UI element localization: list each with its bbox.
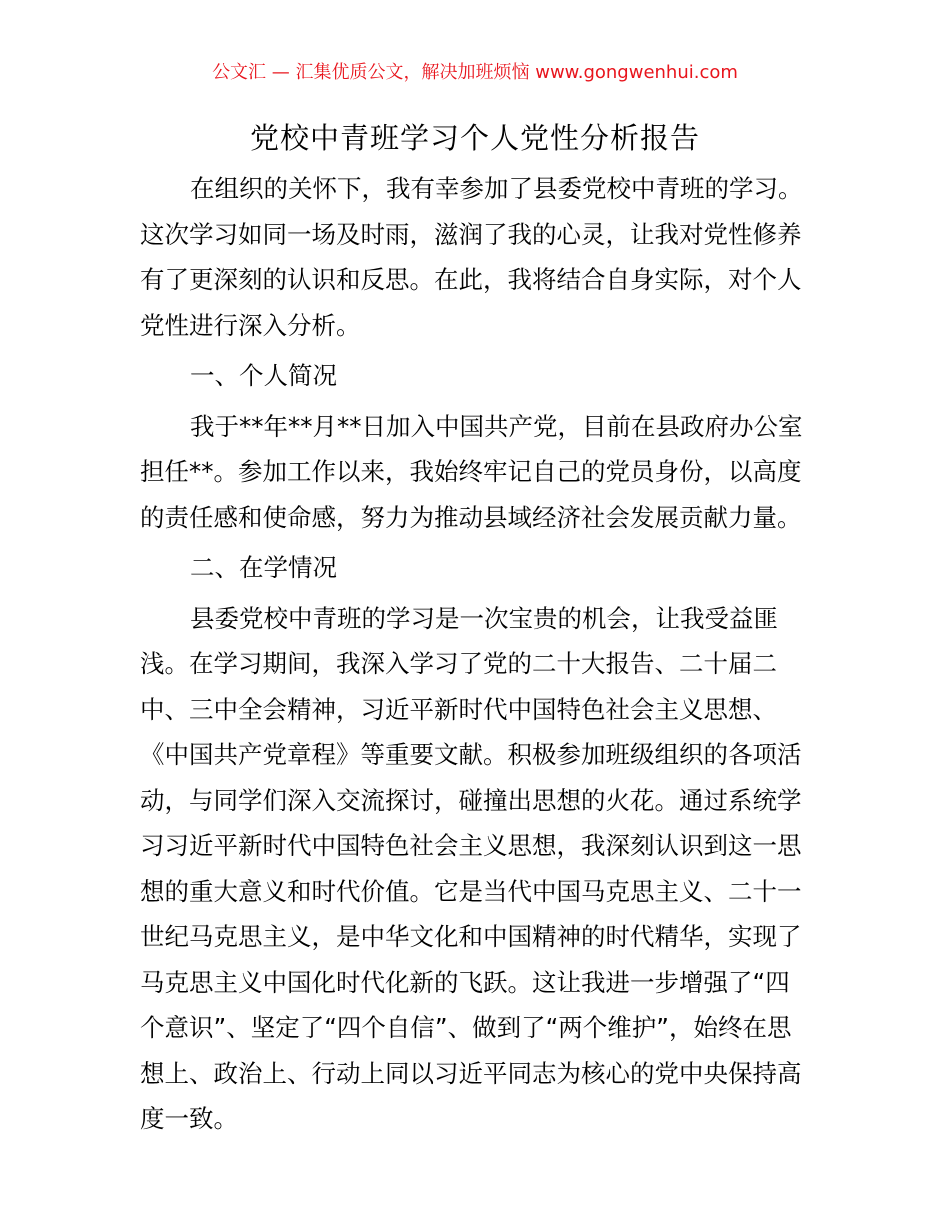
- text-line: 我于**年**月**日加入中国共产党，目前在县政府办公室: [190, 411, 803, 441]
- text-line: 党性进行深入分析。: [140, 310, 361, 340]
- site-banner[interactable]: 公文汇 — 汇集优质公文，解决加班烦恼 www.gongwenhui.com: [212, 62, 738, 83]
- text-line: 个意识”、坚定了“四个自信”、做到了“两个维护”，始终在思: [140, 1013, 792, 1042]
- text-line: 这次学习如同一场及时雨，滋润了我的心灵，让我对党性修养: [140, 219, 802, 249]
- section-heading: [140, 353, 820, 399]
- text-line: 想上、政治上、行动上同以习近平同志为核心的党中央保持高: [140, 1058, 802, 1088]
- text-line: 想的重大意义和时代价值。它是当代中国马克思主义、二十一: [140, 876, 802, 906]
- text-line: 县委党校中青班的学习是一次宝贵的机会，让我受益匪: [190, 603, 778, 633]
- section-heading: [140, 545, 820, 591]
- text-line: 二、在学情况: [190, 553, 337, 582]
- text-line: 担任**。参加工作以来，我始终牢记自己的党员身份，以高度: [140, 457, 802, 486]
- text-line: 有了更深刻的认识和反思。在此，我将结合自身实际，对个人: [140, 265, 802, 294]
- paragraph: [140, 596, 820, 1142]
- text-line: 度一致。: [140, 1104, 238, 1133]
- document-body: [140, 166, 820, 1147]
- text-line: 马克思主义中国化时代化新的飞跃。这让我进一步增强了“四: [140, 967, 790, 997]
- text-line: 在组织的关怀下，我有幸参加了县委党校中青班的学习。: [190, 174, 803, 203]
- paragraph: [140, 404, 820, 541]
- document-title: 党校中青班学习个人党性分析报告: [249, 121, 700, 155]
- text-line: 世纪马克思主义，是中华文化和中国精神的时代精华，实现了: [140, 922, 802, 951]
- paragraph: [140, 166, 820, 348]
- text-line: 中、三中全会精神，习近平新时代中国特色社会主义思想、: [140, 694, 777, 724]
- text-line: 《中国共产党章程》等重要文献。积极参加班级组织的各项活: [140, 740, 802, 769]
- text-line: 动，与同学们深入交流探讨，碰撞出思想的火花。通过系统学: [140, 785, 802, 815]
- text-line: 浅。在学习期间，我深入学习了党的二十大报告、二十届二: [140, 649, 777, 678]
- text-line: 一、个人简况: [190, 361, 337, 390]
- text-line: 的责任感和使命感，努力为推动县域经济社会发展贡献力量。: [140, 502, 802, 532]
- text-line: 习习近平新时代中国特色社会主义思想，我深刻认识到这一思: [140, 831, 802, 860]
